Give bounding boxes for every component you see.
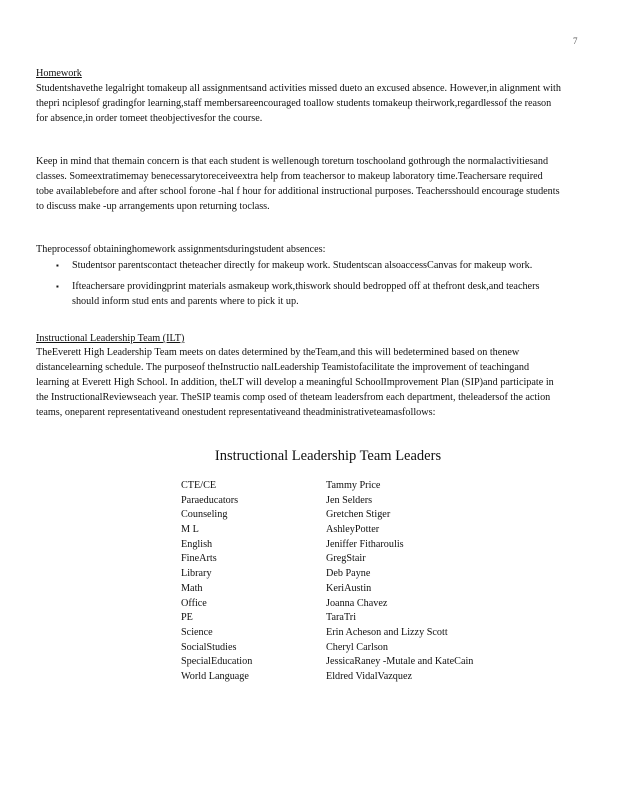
- paragraph-text: Studentshavethe legalright tomakeup all assignmentsand activities missed dueto an excused absence. However,in alignment with thepri nciplesof gradingfor learning,staff membersareencouraged toallow students tomakeup theirwork,regardlessof the reason for absence,in order tomeet theobjectivesfor the course.: [36, 83, 561, 124]
- leader-cell: Tammy Price: [326, 480, 381, 491]
- list-item-text: Ifteachersare providingprint materials asmakeup work,thiswork should bedropped off at thefront desk,and teachers should inform stud ents and parents where to pick it up.: [72, 281, 540, 307]
- table-row: [181, 642, 526, 657]
- list-item-text: Studentsor parentscontact theteacher directly for makeup work. Studentscan alsoaccessCanvas for makeup work.: [72, 260, 533, 271]
- department-cell: SocialStudies: [181, 641, 237, 653]
- department-cell: Paraeducators: [181, 494, 239, 506]
- list-item: [56, 279, 561, 309]
- table-row: [181, 495, 526, 510]
- department-cell: PE: [181, 612, 193, 624]
- homework-heading-block: [36, 66, 562, 81]
- leader-cell: Erin Acheson and Lizzy Scott: [326, 626, 448, 638]
- table-row: [181, 553, 526, 568]
- department-cell: SpecialEducation: [181, 656, 253, 668]
- department-cell: M L: [181, 524, 199, 536]
- paragraph-text: TheEverett High Leadership Team meets on dates determined by theTeam,and this will bedetermined based on thenew distancelearning schedule. The purposeof theInstructio nalLeadership Teamistofacilitate the improvement of teachingand learning at Everett High School. In addition, theLT will develop a meaningful SchoolImprovement Plan (SIP)and participate in the InstructionalReviewseach year. TheSIP teamis comp osed of theteam leadersfrom each department, theleadersof the action teams, oneparent representativeand onestudent representativeand theadministrativeteamasfollows:: [36, 347, 554, 418]
- leader-cell: Deb Payne: [326, 568, 371, 580]
- paragraph-text: Keep in mind that themain concern is that each student is wellenough toreturn toschooland gothrough the normalactivitiesand classes. Someextratimemay benecessarytoreceiveextra help from teachersor to makeup laboratory time.Teachersare required tobe availablebefore and after school forone -hal f hour for additional instructional purposes. Teachersshould encourage students to discuss make -up arrangements upon returning toclass.: [36, 156, 560, 212]
- department-cell: Office: [181, 597, 207, 609]
- table-row: [181, 612, 526, 627]
- bullet-icon: ▪: [56, 282, 59, 291]
- table-row: [181, 671, 526, 686]
- leader-cell: Joanna Chavez: [326, 597, 388, 609]
- table-row: [181, 583, 526, 598]
- leader-cell: Jeniffer Fitharoulis: [326, 538, 404, 550]
- page-number: 7: [573, 36, 578, 46]
- list-item: [56, 258, 561, 273]
- homework-process-intro: [36, 242, 562, 257]
- leader-cell: Gretchen Stiger: [326, 509, 391, 521]
- department-cell: FineArts: [181, 553, 217, 565]
- table-row: [181, 568, 526, 583]
- homework-paragraph-2: [36, 154, 562, 214]
- department-cell: Science: [181, 626, 213, 638]
- department-cell: Library: [181, 568, 212, 580]
- leader-cell: AshleyPotter: [326, 524, 380, 536]
- department-cell: English: [181, 538, 213, 550]
- table-row: [181, 627, 526, 642]
- department-cell: CTE/CE: [181, 480, 217, 491]
- ilt-heading: Instructional Leadership Team (ILT): [36, 333, 185, 344]
- leader-cell: GregStair: [326, 553, 366, 565]
- leader-cell: JessicaRaney -Mutale and KateCain: [326, 656, 474, 668]
- team-table-title: Instructional Leadership Team Leaders: [214, 448, 442, 464]
- homework-heading: Homework: [36, 68, 82, 79]
- department-cell: Math: [181, 582, 203, 594]
- homework-paragraph-1: [36, 81, 562, 126]
- table-row: [181, 509, 526, 524]
- leader-cell: Cheryl Carlson: [326, 641, 388, 653]
- leader-cell: Eldred VidalVazquez: [326, 670, 413, 682]
- table-row: [181, 598, 526, 613]
- leader-cell: TaraTri: [326, 612, 357, 624]
- leader-cell: Jen Selders: [326, 494, 373, 506]
- paragraph-text: Theprocessof obtaininghomework assignmentsduringstudent absences:: [36, 244, 326, 255]
- table-row: [181, 524, 526, 539]
- table-row: [181, 539, 526, 554]
- ilt-paragraph: [36, 345, 562, 420]
- homework-process-list: [56, 258, 561, 315]
- table-row: [181, 656, 526, 671]
- bullet-icon: ▪: [56, 261, 59, 270]
- team-leaders-table: [181, 480, 526, 686]
- department-cell: World Language: [181, 670, 249, 682]
- ilt-heading-block: [36, 331, 562, 346]
- department-cell: Counseling: [181, 509, 228, 521]
- leader-cell: KeriAustin: [326, 582, 372, 594]
- table-row: [181, 480, 526, 495]
